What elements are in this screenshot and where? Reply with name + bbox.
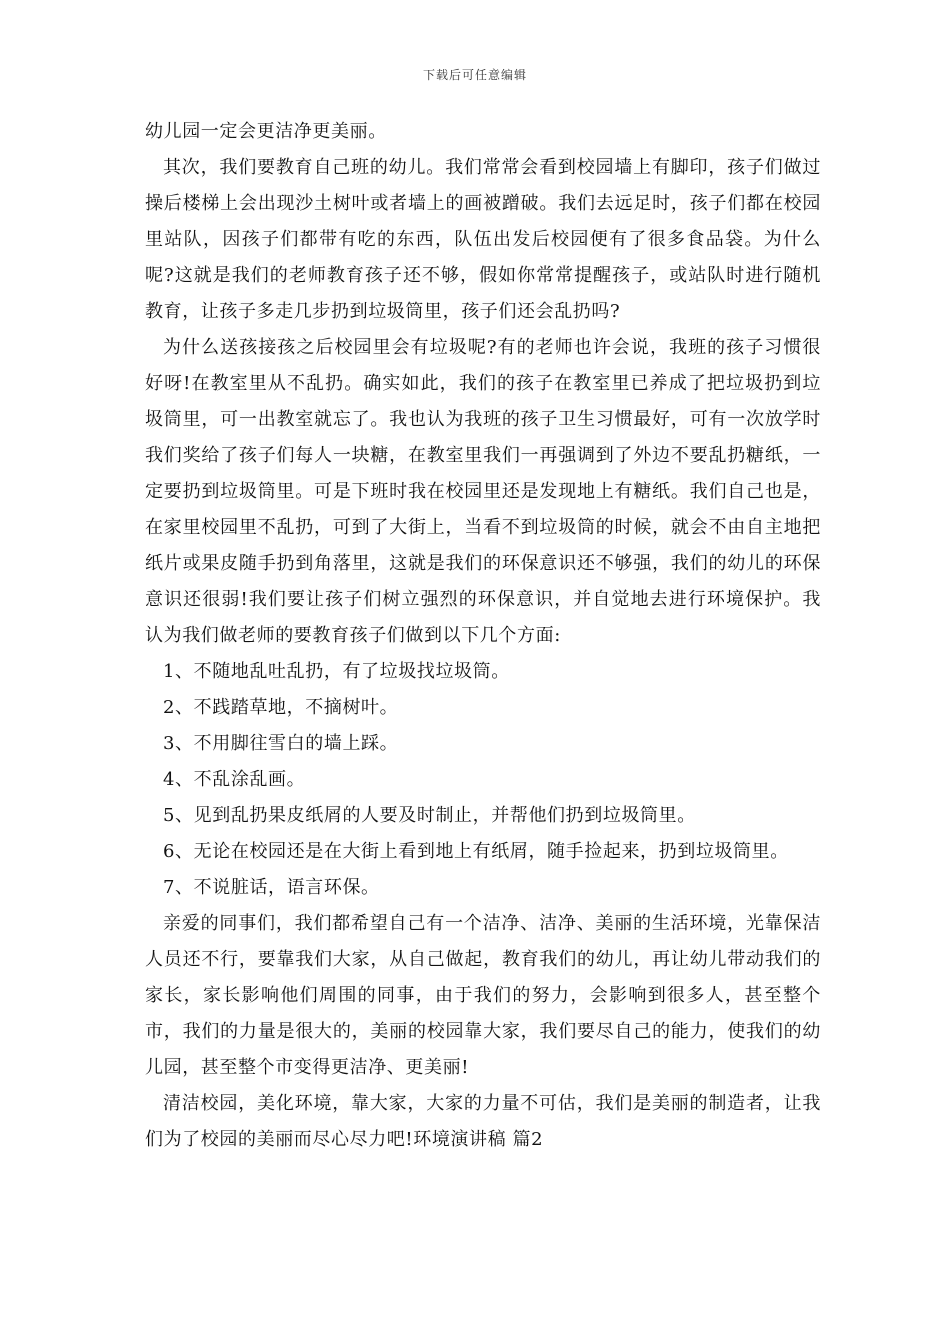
list-item: 5、见到乱扔果皮纸屑的人要及时制止，并帮他们扔到垃圾筒里。	[163, 805, 696, 826]
list-item: 4、不乱涂乱画。	[163, 769, 306, 790]
paragraph-continuation: 幼儿园一定会更洁净更美丽。	[145, 121, 387, 142]
paragraph-educate-children: 其次，我们要教育自己班的幼儿。我们常常会看到校园墙上有脚印，孩子们做过操后楼梯上会出现沙土树叶或者墙上的画被蹭破。我们去远足时，孩子们都在校园里站队，因孩子们都带有吃的东西，队伍出发后校园便有了很多食品袋。为什么呢?这就是我们的老师教育孩子还不够，假如你常常提醒孩子，或站队时进行随机教育，让孩子多走几步扔到垃圾筒里，孩子们还会乱扔吗?	[145, 157, 821, 322]
paragraph-dear-colleagues: 亲爱的同事们，我们都希望自己有一个洁净、洁净、美丽的生活环境，光靠保洁人员还不行，要靠我们大家，从自己做起，教育我们的幼儿，再让幼儿带动我们的家长，家长影响他们周围的同事，由于我们的努力，会影响到很多人，甚至整个市，我们的力量是很大的，美丽的校园靠大家，我们要尽自己的能力，使我们的幼儿园，甚至整个市变得更洁净、更美丽!	[145, 913, 821, 1078]
page-header: 下载后可任意编辑	[422, 68, 527, 82]
list-item: 7、不说脏话，语言环保。	[163, 877, 380, 898]
list-item: 3、不用脚往雪白的墙上踩。	[163, 733, 399, 754]
paragraph-litter-after-school: 为什么送孩接孩之后校园里会有垃圾呢?有的老师也许会说，我班的孩子习惯很好呀!在教室里从不乱扔。确实如此，我们的孩子在教室里已养成了把垃圾扔到垃圾筒里，可一出教室就忘了。我也认为我班的孩子卫生习惯最好，可有一次放学时我们奖给了孩子们每人一块糖，在教室里我们一再强调到了外边不要乱扔糖纸，一定要扔到垃圾筒里。可是下班时我在校园里还是发现地上有糖纸。我们自己也是，在家里校园里不乱扔，可到了大街上，当看不到垃圾筒的时候，就会不由自主地把纸片或果皮随手扔到角落里，这就是我们的环保意识还不够强，我们的幼儿的环保意识还很弱!我们要让孩子们树立强烈的环保意识，并自觉地去进行环境保护。我认为我们做老师的要教育孩子们做到以下几个方面:	[145, 337, 821, 646]
document-body	[145, 114, 821, 1158]
paragraph-closing: 清洁校园，美化环境，靠大家，大家的力量不可估，我们是美丽的制造者，让我们为了校园的美丽而尽心尽力吧!环境演讲稿 篇2	[145, 1093, 821, 1150]
list-item: 1、不随地乱吐乱扔，有了垃圾找垃圾筒。	[163, 661, 510, 682]
list-item: 6、无论在校园还是在大街上看到地上有纸屑，随手捡起来，扔到垃圾筒里。	[163, 841, 789, 862]
list-item: 2、不践踏草地，不摘树叶。	[163, 697, 399, 718]
